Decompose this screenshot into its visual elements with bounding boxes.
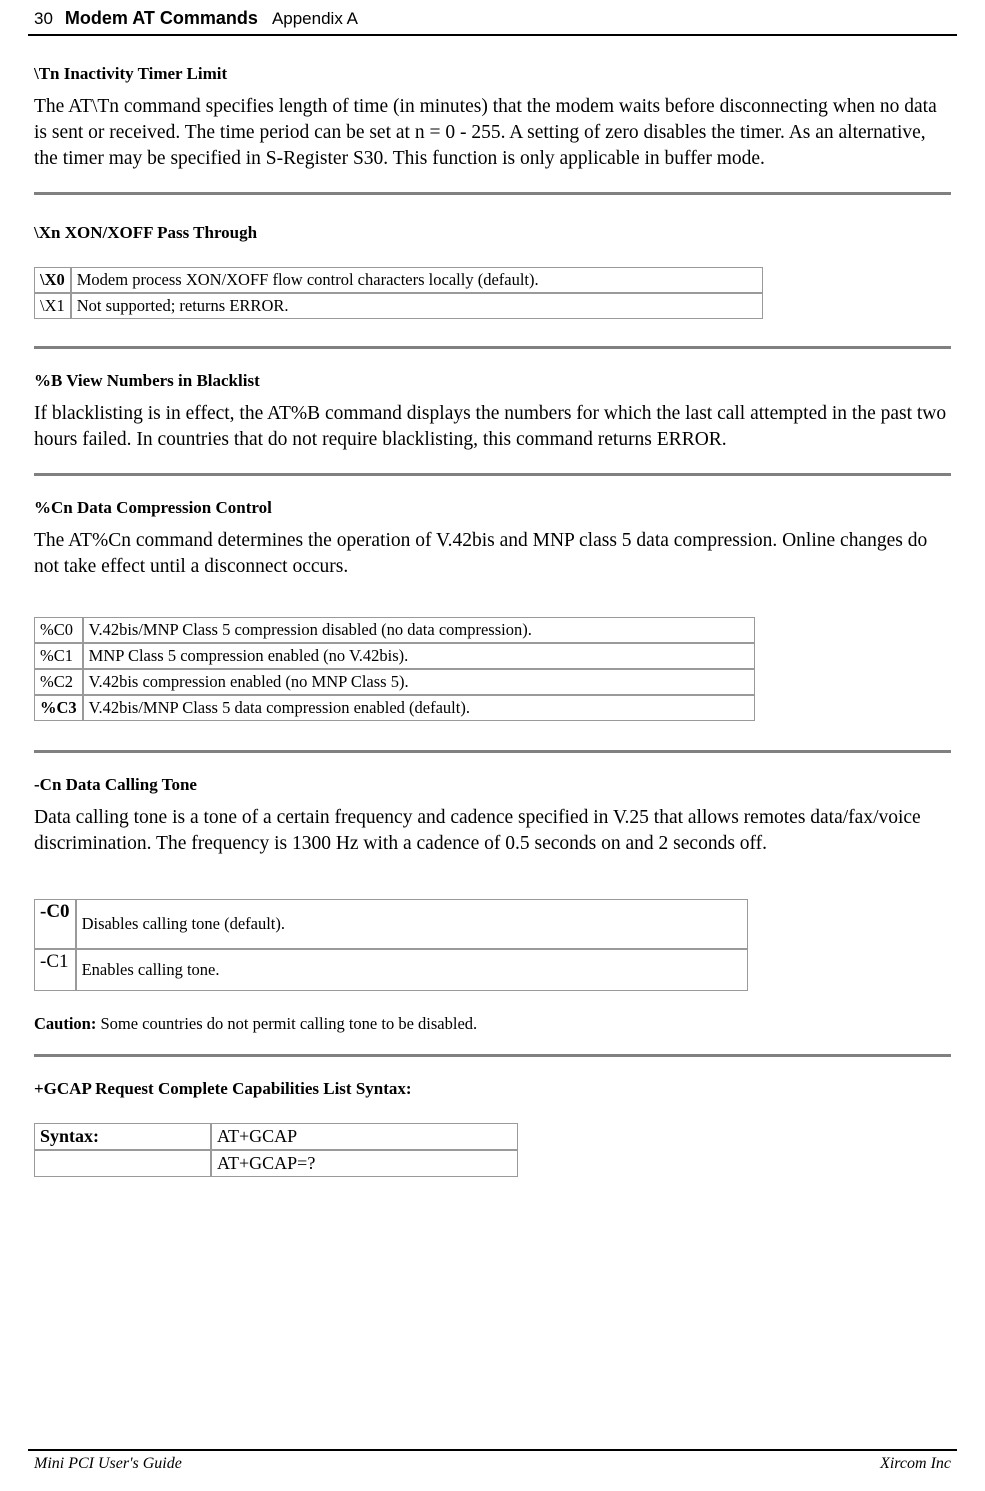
table-cell-key: %C1 (34, 643, 83, 669)
section-divider-5 (34, 1054, 951, 1057)
table-cell-desc: V.42bis/MNP Class 5 data compression enabled (default). (83, 695, 755, 721)
table-cell-key: -C1 (34, 949, 76, 991)
table-wrapper-pctcn (34, 603, 755, 721)
caution-text: Some countries do not permit calling tone to be disabled. (100, 1014, 478, 1034)
page-header (28, 0, 957, 29)
footer-divider (28, 1449, 957, 1451)
page-content (28, 64, 957, 1182)
section-divider-4 (34, 750, 951, 753)
table-cell-desc: Disables calling tone (default). (76, 899, 748, 949)
footer-right-text: Xircom Inc (880, 1455, 951, 1472)
caution-label: Caution: (34, 1014, 97, 1034)
header-divider (28, 34, 957, 36)
table-row (34, 899, 748, 949)
section-heading-dashcn: -Cn Data Calling Tone (34, 775, 197, 795)
table-wrapper-xn (34, 253, 763, 319)
section-heading-pctb: %B View Numbers in Blacklist (34, 370, 260, 390)
table-row (34, 1150, 518, 1177)
table-cell-key: -C0 (34, 899, 76, 949)
table-cell-key: %C3 (34, 695, 83, 721)
table-cell-desc: MNP Class 5 compression enabled (no V.42bis). (83, 643, 755, 669)
table-cell-desc: Not supported; returns ERROR. (71, 293, 763, 319)
section-divider-3 (34, 473, 951, 476)
table-cell-key: \X0 (34, 267, 71, 293)
table-cell-desc: V.42bis compression enabled (no MNP Class 5). (83, 669, 755, 695)
table-cell-desc: Modem process XON/XOFF flow control characters locally (default). (71, 267, 763, 293)
table-wrapper-gcap (34, 1109, 518, 1177)
header-page-number: 30 (34, 9, 53, 28)
section-divider-2 (34, 346, 951, 349)
table-cell-key: %C0 (34, 617, 83, 643)
table-row (34, 695, 755, 721)
table-wrapper-dashcn (34, 885, 748, 991)
table-row (34, 1123, 518, 1150)
table-cell-key: \X1 (34, 293, 71, 319)
section-paragraph-pctcn: The AT%Cn command determines the operation of V.42bis and MNP class 5 data compression. Online changes do not take effect until a disconnect occurs. (34, 529, 928, 577)
table-cell-desc: V.42bis/MNP Class 5 compression disabled (no data compression). (83, 617, 755, 643)
table-row (34, 293, 763, 319)
header-title: Modem AT Commands (64, 8, 258, 28)
section-paragraph-pctb: If blacklisting is in effect, the AT%B command displays the numbers for which the last call attempted in the past two hours failed. In countries that do not require blacklisting, this command returns ERROR. (34, 402, 947, 450)
table-cell-key (34, 1150, 211, 1177)
section-heading-xn: \Xn XON/XOFF Pass Through (34, 222, 258, 242)
table-xn (34, 267, 763, 319)
table-row (34, 949, 748, 991)
caution-note (34, 1014, 951, 1034)
table-row (34, 643, 755, 669)
table-cell-desc: Enables calling tone. (76, 949, 748, 991)
table-gcap (34, 1123, 518, 1177)
table-cell-key: Syntax: (34, 1123, 211, 1150)
page-footer (28, 1449, 957, 1473)
header-subtitle: Appendix A (271, 9, 358, 28)
footer-left-text: Mini PCI User's Guide (34, 1455, 182, 1472)
section-paragraph-dashcn: Data calling tone is a tone of a certain frequency and cadence specified in V.25 that allows remotes data/fax/voice discrimination. The frequency is 1300 Hz with a cadence of 0.5 seconds on and 2 seconds off. (34, 807, 921, 855)
table-row (34, 617, 755, 643)
footer-row (28, 1455, 957, 1473)
section-heading-gcap: +GCAP Request Complete Capabilities List Syntax: (34, 1079, 412, 1099)
table-row (34, 669, 755, 695)
table-pctcn (34, 617, 755, 721)
table-cell-key: %C2 (34, 669, 83, 695)
section-heading-tn: \Tn Inactivity Timer Limit (34, 64, 228, 83)
section-paragraph-tn: The AT\Tn command specifies length of time (in minutes) that the modem waits before disconnecting when no data is sent or received. The time period can be set at n = 0 - 255. A setting of zero disables the timer. As an alternative, the timer may be specified in S-Register S30. This function is only applicable in buffer mode. (34, 96, 937, 169)
section-heading-pctcn: %Cn Data Compression Control (34, 497, 272, 517)
table-dashcn (34, 899, 748, 991)
table-cell-desc: AT+GCAP=? (211, 1150, 518, 1177)
table-cell-desc: AT+GCAP (211, 1123, 518, 1150)
table-row (34, 267, 763, 293)
section-divider-1 (34, 192, 951, 195)
